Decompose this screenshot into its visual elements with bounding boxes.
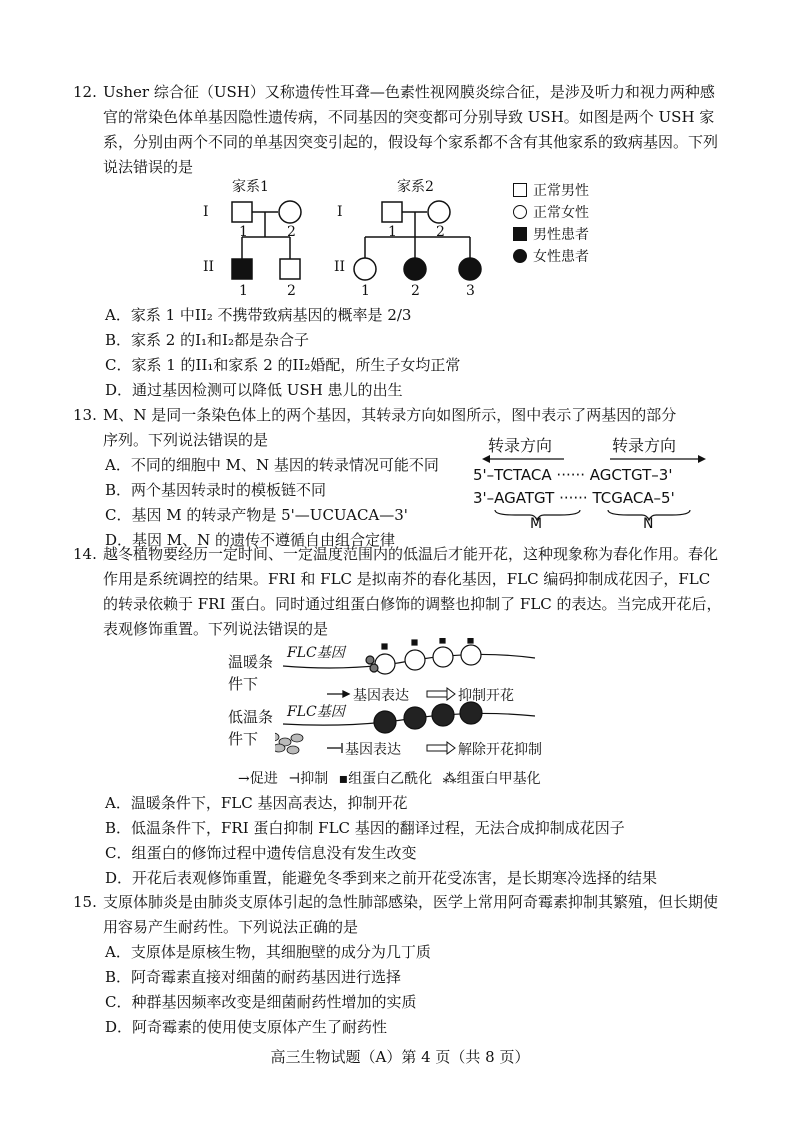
inhibit-flowering-label: 抑制开花 — [458, 688, 514, 704]
legend-affected-female: 女性患者 — [513, 246, 589, 266]
double-arrow-icon — [427, 745, 447, 751]
question-number: 13. — [73, 406, 97, 424]
question-stem-line2: 序列。下列说法错误的是 — [103, 431, 269, 449]
generation-I-label: I — [337, 204, 343, 220]
nucleosome-icon — [405, 650, 425, 670]
option-d: D．阿奇霉素的使用使支原体产生了耐药性 — [105, 1018, 388, 1036]
protein-complex-icon — [366, 656, 374, 664]
flc-gene-label-warm: FLC基因 — [287, 645, 345, 661]
individual-number: 2 — [287, 224, 296, 240]
individual-number: 2 — [411, 283, 420, 299]
option-b: B．两个基因转录时的模板链不同 — [105, 481, 327, 499]
transcription-direction-right: 转录方向 — [612, 436, 677, 455]
option-a: A．家系 1 中II₂ 不携带致病基因的概率是 2/3 — [105, 306, 412, 324]
inhibit-arrow-icon: ⊣ — [288, 771, 301, 787]
nucleosome-icon — [461, 645, 481, 665]
gene-m-label: M — [530, 516, 543, 532]
question-stem: 越冬植物要经历一定时间、一定温度范围内的低温后才能开花，这种现象称为春化作用。春化作用是系统调控的结果。FRI 和 FLC 是拟南芥的春化基因，FLC 编码抑制成花因子，FLC 的转录依赖于 FRI 蛋白。同时通过组蛋白修饰的调整也抑制了 FLC 的表达。当完成开花后，表观修饰重置。下列说法错误的是 — [103, 545, 722, 638]
flc-gene-label-cold: FLC基因 — [287, 704, 345, 720]
methylation-mark-icon: ⁂ — [442, 771, 457, 787]
generation-II-label: II — [334, 259, 346, 275]
family2-I2-normal-female — [428, 201, 450, 223]
bottom-strand: 3'–AGATGT ······ TCGACA–5' — [473, 489, 675, 507]
acetylation-mark-icon — [382, 644, 387, 649]
warm-condition-label: 温暖条件下 — [228, 653, 274, 693]
question-number: 12. — [73, 83, 97, 101]
question-14 — [75, 542, 725, 642]
individual-number: 1 — [239, 224, 248, 240]
question-number: 14. — [73, 545, 97, 563]
gene-n-label: N — [643, 516, 654, 532]
transcription-arrows — [480, 452, 730, 466]
option-c: C．家系 1 的II₁和家系 2 的II₂婚配，所生子女均正常 — [105, 356, 461, 374]
filled-circle-icon — [513, 249, 527, 263]
q14-options — [75, 791, 725, 891]
acetylation-mark-icon — [412, 640, 417, 645]
circle-icon — [513, 205, 527, 219]
option-c: C．种群基因频率改变是细菌耐药性增加的实质 — [105, 993, 417, 1011]
generation-II-label: II — [203, 259, 215, 275]
q12-options — [75, 303, 725, 403]
release-inhibition-label: 解除开花抑制 — [458, 742, 542, 758]
arrow-left-icon — [482, 455, 490, 463]
option-a: A．支原体是原核生物，其细胞壁的成分为几丁质 — [105, 943, 431, 961]
option-a: A．不同的细胞中 M、N 基因的转录情况可能不同 — [105, 456, 439, 474]
acetylation-mark-icon — [468, 638, 473, 643]
question-12 — [75, 80, 725, 180]
methylation-cluster-icon — [275, 733, 279, 741]
family2-I1-normal-male — [382, 202, 402, 222]
option-b: B．阿奇霉素直接对细菌的耐药基因进行选择 — [105, 968, 402, 986]
option-d: D．开花后表观修饰重置，能避免冬季到来之前开花受冻害，是长期寒冷选择的结果 — [105, 869, 658, 887]
generation-I-label: I — [203, 204, 209, 220]
family1-I2-normal-female — [279, 201, 301, 223]
condensed-nucleosome-icon — [404, 707, 426, 729]
question-15 — [75, 890, 725, 1040]
nucleosome-icon — [375, 654, 395, 674]
cold-condition-label: 低温条件下 — [228, 708, 274, 748]
filled-square-icon — [513, 227, 527, 241]
option-a: A．温暖条件下，FLC 基因高表达，抑制开花 — [105, 794, 408, 812]
individual-number: 2 — [287, 283, 296, 299]
individual-number: 1 — [239, 283, 248, 299]
question-stem-line1: M、N 是同一条染色体上的两个基因，其转录方向如图所示，图中表示了两基因的部分 — [103, 406, 677, 424]
family2-title: 家系2 — [397, 179, 434, 195]
double-arrow-icon — [427, 691, 447, 697]
square-icon — [513, 183, 527, 197]
family1-II2-normal-male — [280, 259, 300, 279]
gene-expression-warm: 基因表达 — [353, 688, 409, 704]
individual-number: 1 — [388, 224, 397, 240]
family1-title: 家系1 — [232, 179, 269, 195]
family1-I1-normal-male — [232, 202, 252, 222]
family2-II3-affected-female — [459, 258, 481, 280]
diagram-legend: →促进 ⊣抑制 ▪组蛋白乙酰化 ⁂组蛋白甲基化 — [238, 771, 541, 787]
family2-II2-affected-female — [404, 258, 426, 280]
family1-II1-affected-male — [232, 259, 252, 279]
option-c: C．基因 M 的转录产物是 5'—UCUACA—3' — [105, 506, 408, 524]
option-d: D．基因 M、N 的遗传不遵循自由组合定律 — [105, 531, 396, 549]
question-stem: Usher 综合征（USH）又称遗传性耳聋—色素性视网膜炎综合征，是涉及听力和视力两种感官的常染色体单基因隐性遗传病，不同基因的突变都可分别导致 USH。如图是两个 USH 家系，分别由两个不同的单基因突变引起的，假设每个家系都不含有其他家系的致病基因。下列说法错误的是 — [103, 83, 719, 176]
protein-complex-icon — [370, 664, 378, 672]
option-b: B．家系 2 的I₁和I₂都是杂合子 — [105, 331, 309, 349]
option-c: C．组蛋白的修饰过程中遗传信息没有发生改变 — [105, 844, 417, 862]
nucleosome-icon — [433, 647, 453, 667]
arrow-right-icon — [698, 455, 706, 463]
acetylation-mark-icon — [440, 638, 445, 643]
individual-number: 1 — [361, 283, 370, 299]
question-stem: 支原体肺炎是由肺炎支原体引起的急性肺部感染，医学上常用阿奇霉素抑制其繁殖，但长期使用容易产生耐药性。下列说法正确的是 — [103, 893, 719, 936]
gene-expression-cold: 基因表达 — [345, 742, 401, 758]
individual-number: 2 — [436, 224, 445, 240]
promote-arrow-icon: → — [238, 771, 250, 787]
top-strand: 5'–TCTACA ······ AGCTGT–3' — [473, 466, 673, 484]
legend-affected-male: 男性患者 — [513, 224, 589, 244]
promote-arrow-icon — [343, 691, 349, 697]
option-b: B．低温条件下，FRI 蛋白抑制 FLC 基因的翻译过程，无法合成抑制成花因子 — [105, 819, 625, 837]
legend-normal-female: 正常女性 — [513, 202, 589, 222]
condensed-nucleosome-icon — [374, 711, 396, 733]
option-d: D．通过基因检测可以降低 USH 患儿的出生 — [105, 381, 403, 399]
transcription-direction-left: 转录方向 — [488, 436, 553, 455]
family2-II1-normal-female — [354, 258, 376, 280]
gene-braces — [490, 508, 710, 522]
q13-options — [75, 453, 455, 553]
acetylation-mark-icon: ▪ — [338, 771, 349, 787]
legend-normal-male: 正常男性 — [513, 180, 589, 200]
individual-number: 3 — [466, 283, 475, 299]
vernalization-diagram — [275, 638, 595, 768]
condensed-nucleosome-icon — [432, 704, 454, 726]
condensed-nucleosome-icon — [460, 702, 482, 724]
page-footer: 高三生物试题（A）第 4 页（共 8 页） — [270, 1048, 530, 1066]
question-number: 15. — [73, 893, 97, 911]
